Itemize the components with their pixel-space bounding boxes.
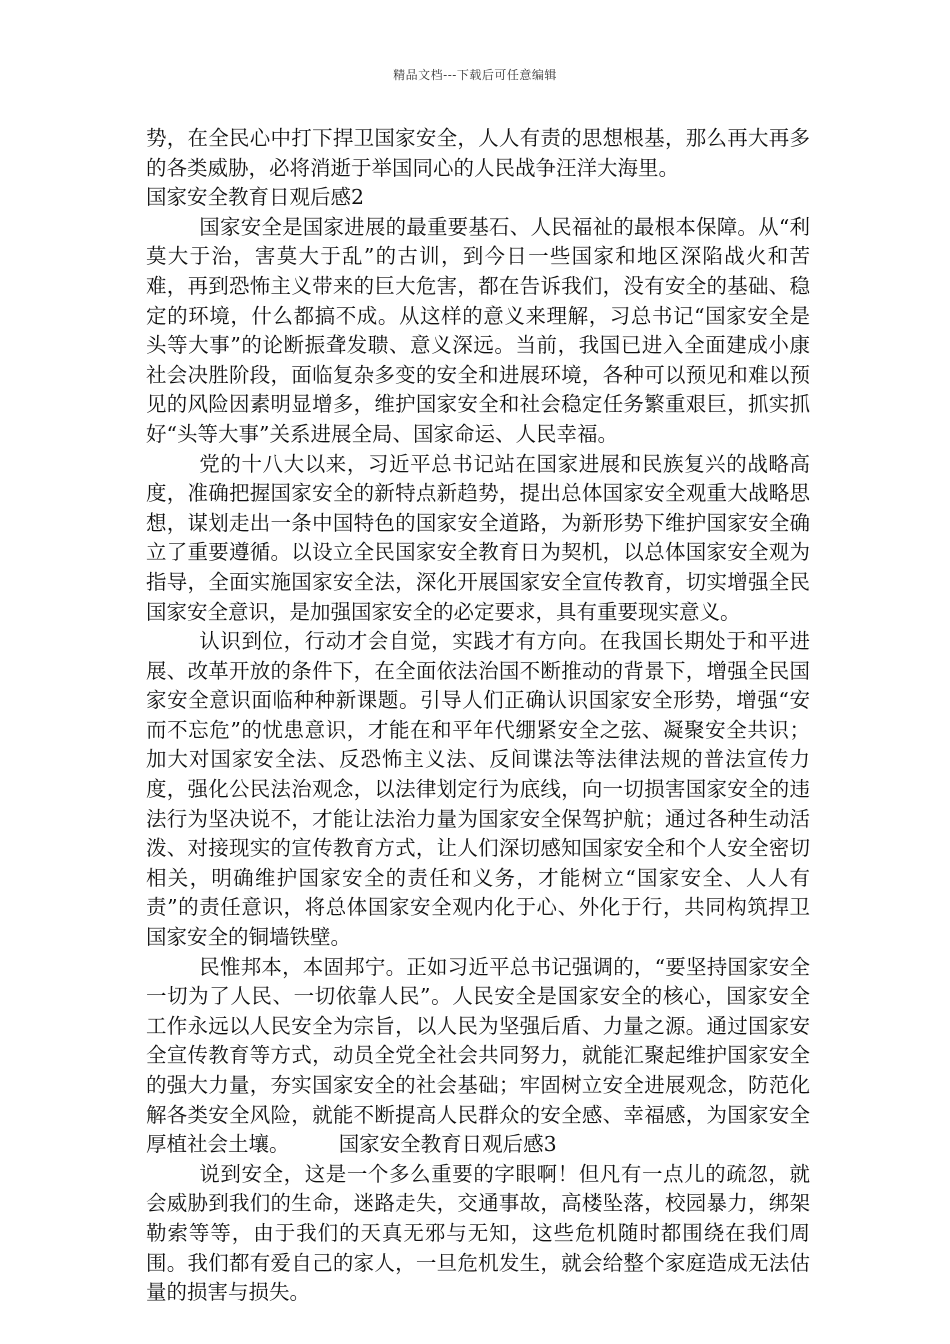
paragraph: 国家安全是国家进展的最重要基石、人民福祉的最根本保障。从“利莫大于治，害莫大于乱”的古训，到今日一些国家和地区深陷战火和苦难，再到恐怖主义带来的巨大危害，都在告诉我们，没有安全的基础、稳定的环境，什么都搞不成。从这样的意义来理解，习总书记“国家安全是头等大事”的论断振聋发聩、意义深远。当前，我国已进入全面建成小康社会决胜阶段，面临复杂多变的安全和进展环境，各种可以预见和难以预见的风险因素明显增多，维护国家安全和社会稳定任务繁重艰巨，抓实抓好“头等大事”关系进展全局、国家命运、人民幸福。 (146, 214, 810, 446)
section-heading: 国家安全教育日观后感3 (338, 1132, 557, 1157)
paragraph-text: 民惟邦本，本固邦宁。正如习近平总书记强调的，“要坚持国家安全一切为了人民、一切依靠人民”。人民安全是国家安全的核心，国家安全工作永远以人民安全为宗旨，以人民为坚强后盾、力量之源。通过国家安全宣传教育等方式，动员全党全社会共同努力，就能汇聚起维护国家安全的强大力量，夯实国家安全的社会基础；牢固树立安全进展观念，防范化解各类安全风险，就能不断提高人民群众的安全感、幸福感，为国家安全厚植社会土壤。 (146, 954, 810, 1157)
paragraph: 势，在全民心中打下捍卫国家安全，人人有责的思想根基，那么再大再多的各类威胁，必将消逝于举国同心的人民战争汪洋大海里。 (146, 126, 810, 180)
section-heading: 国家安全教育日观后感2 (146, 185, 365, 210)
page-header: 精品文档---下载后可任意编辑 (393, 68, 557, 82)
document-body (146, 124, 810, 1308)
paragraph: 党的十八大以来，习近平总书记站在国家进展和民族复兴的战略高度，准确把握国家安全的新特点新趋势，提出总体国家安全观重大战略思想，谋划走出一条中国特色的国家安全道路，为新形势下维护国家安全确立了重要遵循。以设立全民国家安全教育日为契机，以总体国家安全观为指导，全面实施国家安全法，深化开展国家安全宣传教育，切实增强全民国家安全意识，是加强国家安全的必定要求，具有重要现实意义。 (146, 451, 810, 624)
paragraph: 认识到位，行动才会自觉，实践才有方向。在我国长期处于和平进展、改革开放的条件下，在全面依法治国不断推动的背景下，增强全民国家安全意识面临种种新课题。引导人们正确认识国家安全形势，增强“安而不忘危”的忧患意识，才能在和平年代绷紧安全之弦、凝聚安全共识；加大对国家安全法、反恐怖主义法、反间谍法等法律法规的普法宣传力度，强化公民法治观念，以法律划定行为底线，向一切损害国家安全的违法行为坚决说不，才能让法治力量为国家安全保驾护航；通过各种生动活泼、对接现实的宣传教育方式，让人们深切感知国家安全和个人安全密切相关，明确维护国家安全的责任和义务，才能树立“国家安全、人人有责”的责任意识，将总体国家安全观内化于心、外化于行，共同构筑捍卫国家安全的铜墙铁壁。 (146, 629, 810, 950)
paragraph-with-heading (146, 953, 810, 1160)
paragraph: 说到安全，这是一个多么重要的字眼啊！但凡有一点儿的疏忽，就会威胁到我们的生命，迷路走失，交通事故，高楼坠落，校园暴力，绑架勒索等等，由于我们的天真无邪与无知，这些危机随时都围绕在我们周围。我们都有爱自己的家人，一旦危机发生，就会给整个家庭造成无法估量的损害与损失。 (146, 1161, 810, 1305)
